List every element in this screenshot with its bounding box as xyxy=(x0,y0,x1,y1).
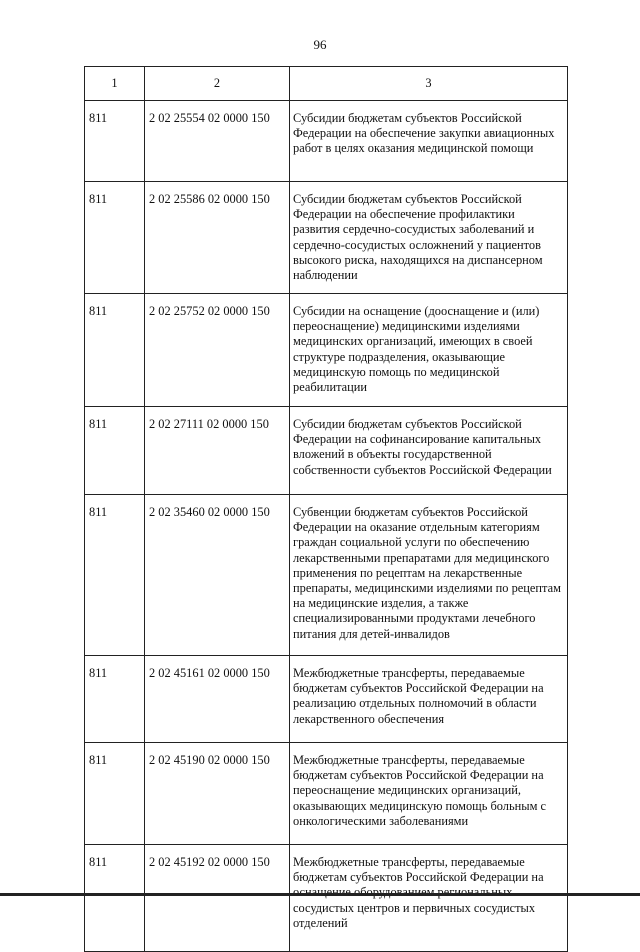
column-header-3: 3 xyxy=(290,67,568,101)
budget-classification-code-cell: 2 02 27111 02 0000 150 xyxy=(145,407,290,495)
revenue-description-cell xyxy=(290,294,568,407)
description-line: собственности субъектов Российской Федерации xyxy=(293,462,552,477)
description-line: на медицинские изделия, а также xyxy=(293,596,469,611)
description-line: вложений в объекты государственной xyxy=(293,447,492,462)
description-line: переоснащение) медицинскими изделиями xyxy=(293,319,520,334)
description-line: структуре подразделения, оказывающие xyxy=(293,349,506,364)
description-line: медицинскую помощь по медицинской xyxy=(293,364,500,379)
admin-code-cell: 811 xyxy=(85,407,145,495)
description-line: отделений xyxy=(293,915,348,930)
table-row xyxy=(85,495,568,656)
admin-code-cell: 811 xyxy=(85,743,145,845)
table-header-row xyxy=(85,67,568,101)
description-line: высокого риска, находящихся на диспансерном xyxy=(293,252,543,267)
admin-code-cell: 811 xyxy=(85,845,145,952)
description-line: реабилитации xyxy=(293,380,368,395)
admin-code-cell: 811 xyxy=(85,495,145,656)
description-line: медицинских организаций, имеющих в своей xyxy=(293,334,533,349)
admin-code-cell: 811 xyxy=(85,656,145,743)
description-line: питания для детей-инвалидов xyxy=(293,626,450,641)
description-line: Субсидии бюджетам субъектов Российской xyxy=(293,192,522,206)
budget-classification-code-cell: 2 02 25752 02 0000 150 xyxy=(145,294,290,407)
description-line: реализацию отдельных полномочий в области xyxy=(293,696,537,711)
description-line: бюджетам субъектов Российской Федерации на xyxy=(293,870,544,885)
budget-classification-code-cell: 2 02 25586 02 0000 150 xyxy=(145,182,290,294)
table-body xyxy=(85,101,568,952)
revenue-description-cell xyxy=(290,182,568,294)
description-line: Субсидии бюджетам субъектов Российской xyxy=(293,111,522,125)
description-line: Федерации на обеспечение закупки авиационных xyxy=(293,126,555,141)
revenue-description-cell xyxy=(290,101,568,182)
description-line: Межбюджетные трансферты, передаваемые xyxy=(293,753,525,767)
description-line: Межбюджетные трансферты, передаваемые xyxy=(293,666,525,680)
revenue-description-cell xyxy=(290,845,568,952)
description-line: Межбюджетные трансферты, передаваемые xyxy=(293,855,525,869)
description-line: Субсидии бюджетам субъектов Российской xyxy=(293,417,522,431)
budget-classification-code-cell: 2 02 45190 02 0000 150 xyxy=(145,743,290,845)
page-number: 96 xyxy=(313,37,327,52)
description-line: Субсидии на оснащение (дооснащение и (или) xyxy=(293,304,540,318)
description-line: препараты, медицинскими изделиями по рецептам xyxy=(293,581,561,596)
budget-table xyxy=(84,66,568,952)
description-line: граждан социальной услуги по обеспечению xyxy=(293,535,530,550)
description-line: Федерации на софинансирование капитальных xyxy=(293,432,542,447)
table-row xyxy=(85,182,568,294)
column-header-2: 2 xyxy=(145,67,290,101)
revenue-description-cell xyxy=(290,495,568,656)
description-line: онкологическими заболеваниями xyxy=(293,813,469,828)
revenue-description-cell xyxy=(290,407,568,495)
budget-classification-code-cell: 2 02 35460 02 0000 150 xyxy=(145,495,290,656)
budget-classification-code-cell: 2 02 25554 02 0000 150 xyxy=(145,101,290,182)
description-line: сердечно-сосудистых осложнений у пациентов xyxy=(293,237,541,252)
description-line: оказывающих медицинскую помощь больным с xyxy=(293,798,547,813)
revenue-description-cell xyxy=(290,656,568,743)
description-line: бюджетам субъектов Российской Федерации на xyxy=(293,681,544,696)
admin-code-cell: 811 xyxy=(85,294,145,407)
description-line: применения по рецептам на лекарственные xyxy=(293,565,523,580)
description-line: Федерации на оказание отдельным категориям xyxy=(293,520,540,535)
description-line: Федерации на обеспечение профилактики xyxy=(293,207,515,222)
description-line: наблюдении xyxy=(293,268,358,283)
bottom-rule xyxy=(0,893,640,896)
table-row xyxy=(85,743,568,845)
table-row xyxy=(85,407,568,495)
description-line: специализированными продуктами лечебного xyxy=(293,611,536,626)
description-line: бюджетам субъектов Российской Федерации на xyxy=(293,768,544,783)
description-line: Субвенции бюджетам субъектов Российской xyxy=(293,505,528,519)
table-row xyxy=(85,845,568,952)
description-line: развития сердечно-сосудистых заболеваний и xyxy=(293,222,535,237)
budget-classification-code-cell: 2 02 45192 02 0000 150 xyxy=(145,845,290,952)
admin-code-cell: 811 xyxy=(85,101,145,182)
table-row xyxy=(85,101,568,182)
description-line: переоснащение медицинских организаций, xyxy=(293,783,521,798)
description-line: сосудистых центров и первичных сосудистых xyxy=(293,900,536,915)
description-line: работ в целях оказания медицинской помощи xyxy=(293,141,534,156)
revenue-description-cell xyxy=(290,743,568,845)
table-row xyxy=(85,294,568,407)
budget-classification-code-cell: 2 02 45161 02 0000 150 xyxy=(145,656,290,743)
description-line: лекарственного обеспечения xyxy=(293,711,445,726)
admin-code-cell: 811 xyxy=(85,182,145,294)
table-row xyxy=(85,656,568,743)
column-header-1: 1 xyxy=(85,67,145,101)
description-line: лекарственными препаратами для медицинского xyxy=(293,550,550,565)
